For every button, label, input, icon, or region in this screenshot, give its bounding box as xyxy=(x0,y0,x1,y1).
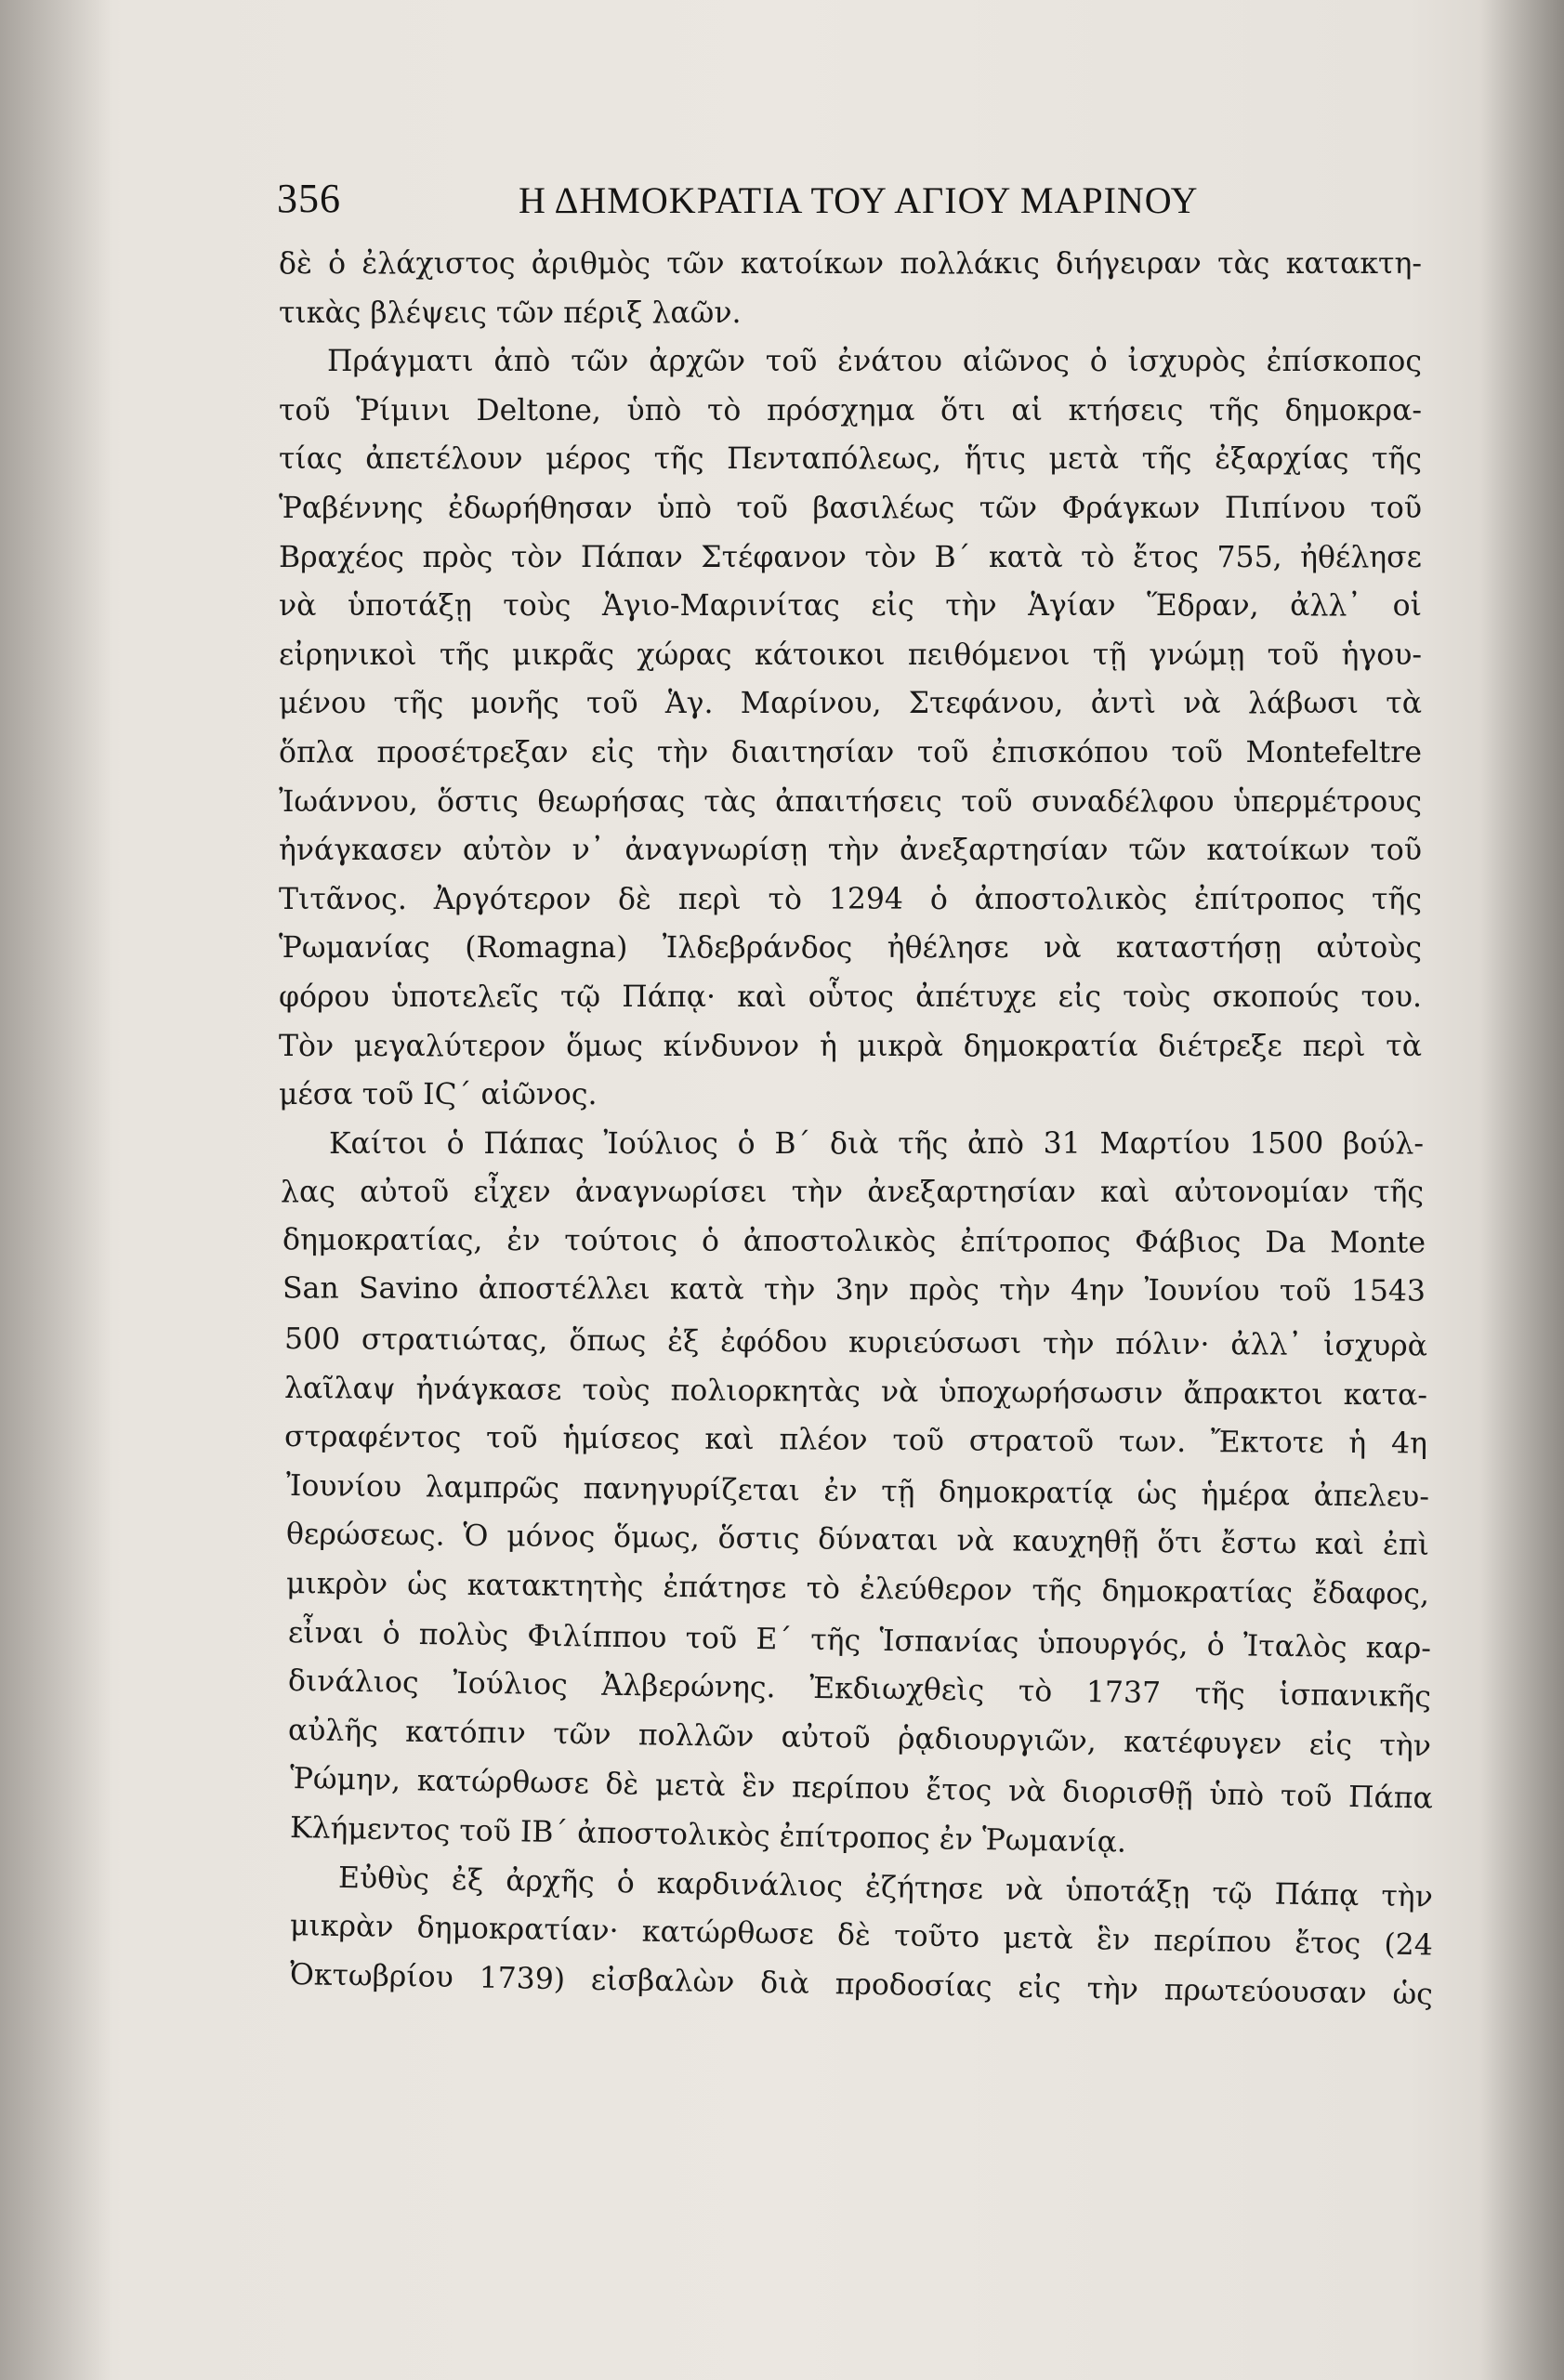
text-line: λαῖλαψ ἠνάγκασε τοὺς πολιορκητὰς νὰ ὑποχωρήσωσιν ἄπρακτοι κατα- xyxy=(283,1371,1428,1413)
text-line: 500 στρατιώτας, ὅπως ἐξ ἐφόδου κυριεύσωσι τὴν πόλιν· ἀλλ᾽ ἰσχυρὰ xyxy=(283,1322,1428,1363)
body-text xyxy=(279,240,1434,2012)
text-line: ἠνάγκασεν αὐτὸν ν᾽ ἀναγνωρίσῃ τὴν ἀνεξαρτησίαν τῶν κατοίκων τοῦ xyxy=(279,834,1422,868)
text-line: τοῦ Ῥίμινι Deltone, ὑπὸ τὸ πρόσχημα ὅτι αἱ κτήσεις τῆς δημοκρα- xyxy=(279,393,1422,427)
text-line: Ἰουνίου λαμπρῶς πανηγυρίζεται ἐν τῇ δημοκρατίᾳ ὡς ἡμέρα ἀπελευ- xyxy=(285,1468,1430,1514)
text-line: μικρὰν δημοκρατίαν· κατώρθωσε δὲ τοῦτο μετὰ ἓν περίπου ἔτος (24 xyxy=(289,1909,1434,1963)
text-line: μένου τῆς μονῆς τοῦ Ἁγ. Μαρίνου, Στεφάνου, ἀντὶ νὰ λάβωσι τὰ xyxy=(279,687,1422,721)
text-line: εἶναι ὁ πολὺς Φιλίππου τοῦ Ε΄ τῆς Ἱσπανίας ὑπουργός, ὁ Ἰταλὸς καρ- xyxy=(287,1615,1432,1665)
text-line: Ῥαβέννης ἐδωρήθησαν ὑπὸ τοῦ βασιλέως τῶν Φράγκων Πιπίνου τοῦ xyxy=(279,491,1422,525)
page-edge-shadow xyxy=(1480,0,1564,2380)
text-line: Ῥώμην, κατώρθωσε δὲ μετὰ ἓν περίπου ἔτος νὰ διορισθῇ ὑπὸ τοῦ Πάπα xyxy=(289,1762,1434,1816)
text-line: μέσα τοῦ ΙϚ΄ αἰῶνος. xyxy=(279,1078,598,1112)
text-line: Ἰωάννου, ὅστις θεωρήσας τὰς ἀπαιτήσεις τοῦ συναδέλφου ὑπερμέτρους xyxy=(279,784,1422,819)
page-gutter-shadow xyxy=(0,0,112,2380)
text-line: τικὰς βλέψεις τῶν πέριξ λαῶν. xyxy=(279,296,742,330)
text-line: ὅπλα προσέτρεξαν εἰς τὴν διαιτησίαν τοῦ ἐπισκόπου τοῦ Montefeltre xyxy=(279,735,1422,769)
text-line: Κλήμεντος τοῦ ΙΒ΄ ἀποστολικὸς ἐπίτροπος ἐν Ῥωμανίᾳ. xyxy=(289,1811,1127,1860)
text-line: φόρου ὑποτελεῖς τῷ Πάπᾳ· καὶ οὗτος ἀπέτυχε εἰς τοὺς σκοπούς του. xyxy=(279,980,1422,1014)
text-line: αὐλῆς κατόπιν τῶν πολλῶν αὐτοῦ ῥᾳδιουργιῶν, κατέφυγεν εἰς τὴν xyxy=(287,1713,1432,1763)
text-line: λας αὐτοῦ εἶχεν ἀναγνωρίσει τὴν ἀνεξαρτησίαν καὶ αὐτονομίαν τῆς xyxy=(281,1176,1424,1210)
text-line: μικρὸν ὡς κατακτητὴς ἐπάτησε τὸ ἐλεύθερον τῆς δημοκρατίας ἔδαφος, xyxy=(285,1567,1430,1611)
text-line: δημοκρατίας, ἐν τούτοις ὁ ἀποστολικὸς ἐπίτροπος Φάβιος Da Monte xyxy=(282,1223,1426,1260)
text-line: Τιτᾶνος. Ἀργότερον δὲ περὶ τὸ 1294 ὁ ἀποστολικὸς ἐπίτροπος τῆς xyxy=(279,882,1422,916)
text-line: Καίτοι ὁ Πάπας Ἰούλιος ὁ Β΄ διὰ τῆς ἀπὸ 31 Μαρτίου 1500 βούλ- xyxy=(329,1126,1424,1161)
text-line: Εὐθὺς ἐξ ἀρχῆς ὁ καρδινάλιος ἐζήτησε νὰ ὑποτάξῃ τῷ Πάπᾳ τὴν xyxy=(337,1861,1434,1914)
running-title: Η ΔΗΜΟΚΡΑΤΙΑ ΤΟΥ ΑΓΙΟΥ ΜΑΡΙΝΟΥ xyxy=(519,179,1199,221)
text-line: Τὸν μεγαλύτερον ὅμως κίνδυνον ἡ μικρὰ δημοκρατία διέτρεξε περὶ τὰ xyxy=(279,1029,1422,1063)
text-line: Ῥωμανίας (Romagna) Ἰλδεβράνδος ἠθέλησε νὰ καταστήσῃ αὐτοὺς xyxy=(279,931,1422,966)
text-line: θερώσεως. Ὁ μόνος ὅμως, ὅστις δύναται νὰ καυχηθῇ ὅτι ἔστω καὶ ἐπὶ xyxy=(285,1518,1430,1563)
text-line: Ὀκτωβρίου 1739) εἰσβαλὼν διὰ προδοσίας εἰς τὴν πρωτεύουσαν ὡς xyxy=(289,1957,1434,2012)
text-line: δινάλιος Ἰούλιος Ἀλβερώνης. Ἐκδιωχθεὶς τὸ 1737 τῆς ἱσπανικῆς xyxy=(287,1664,1432,1715)
text-line: Βραχέος πρὸς τὸν Πάπαν Στέφανον τὸν Β΄ κατὰ τὸ ἔτος 755, ἠθέλησε xyxy=(279,540,1422,574)
page-number: 356 xyxy=(277,176,341,221)
text-line: δὲ ὁ ἐλάχιστος ἀριθμὸς τῶν κατοίκων πολλάκις διήγειραν τὰς κατακτη- xyxy=(279,247,1422,281)
page-header xyxy=(277,175,1271,230)
text-line: νὰ ὑποτάξῃ τοὺς Ἁγιο-Μαρινίτας εἰς τὴν Ἁγίαν Ἕδραν, ἀλλ᾽ οἱ xyxy=(279,589,1422,624)
text-line: στραφέντος τοῦ ἡμίσεος καὶ πλέον τοῦ στρατοῦ των. Ἔκτοτε ἡ 4η xyxy=(283,1420,1428,1461)
text-line: τίας ἀπετέλουν μέρος τῆς Πενταπόλεως, ἥτις μετὰ τῆς ἐξαρχίας τῆς xyxy=(279,442,1422,477)
text-line: Πράγματι ἀπὸ τῶν ἀρχῶν τοῦ ἐνάτου αἰῶνος ὁ ἰσχυρὸς ἐπίσκοπος xyxy=(327,345,1422,379)
text-line: San Savino ἀποστέλλει κατὰ τὴν 3ην πρὸς τὴν 4ην Ἰουνίου τοῦ 1543 xyxy=(282,1271,1426,1309)
text-line: εἰρηνικοὶ τῆς μικρᾶς χώρας κάτοικοι πειθόμενοι τῇ γνώμῃ τοῦ ἡγου- xyxy=(279,638,1422,672)
